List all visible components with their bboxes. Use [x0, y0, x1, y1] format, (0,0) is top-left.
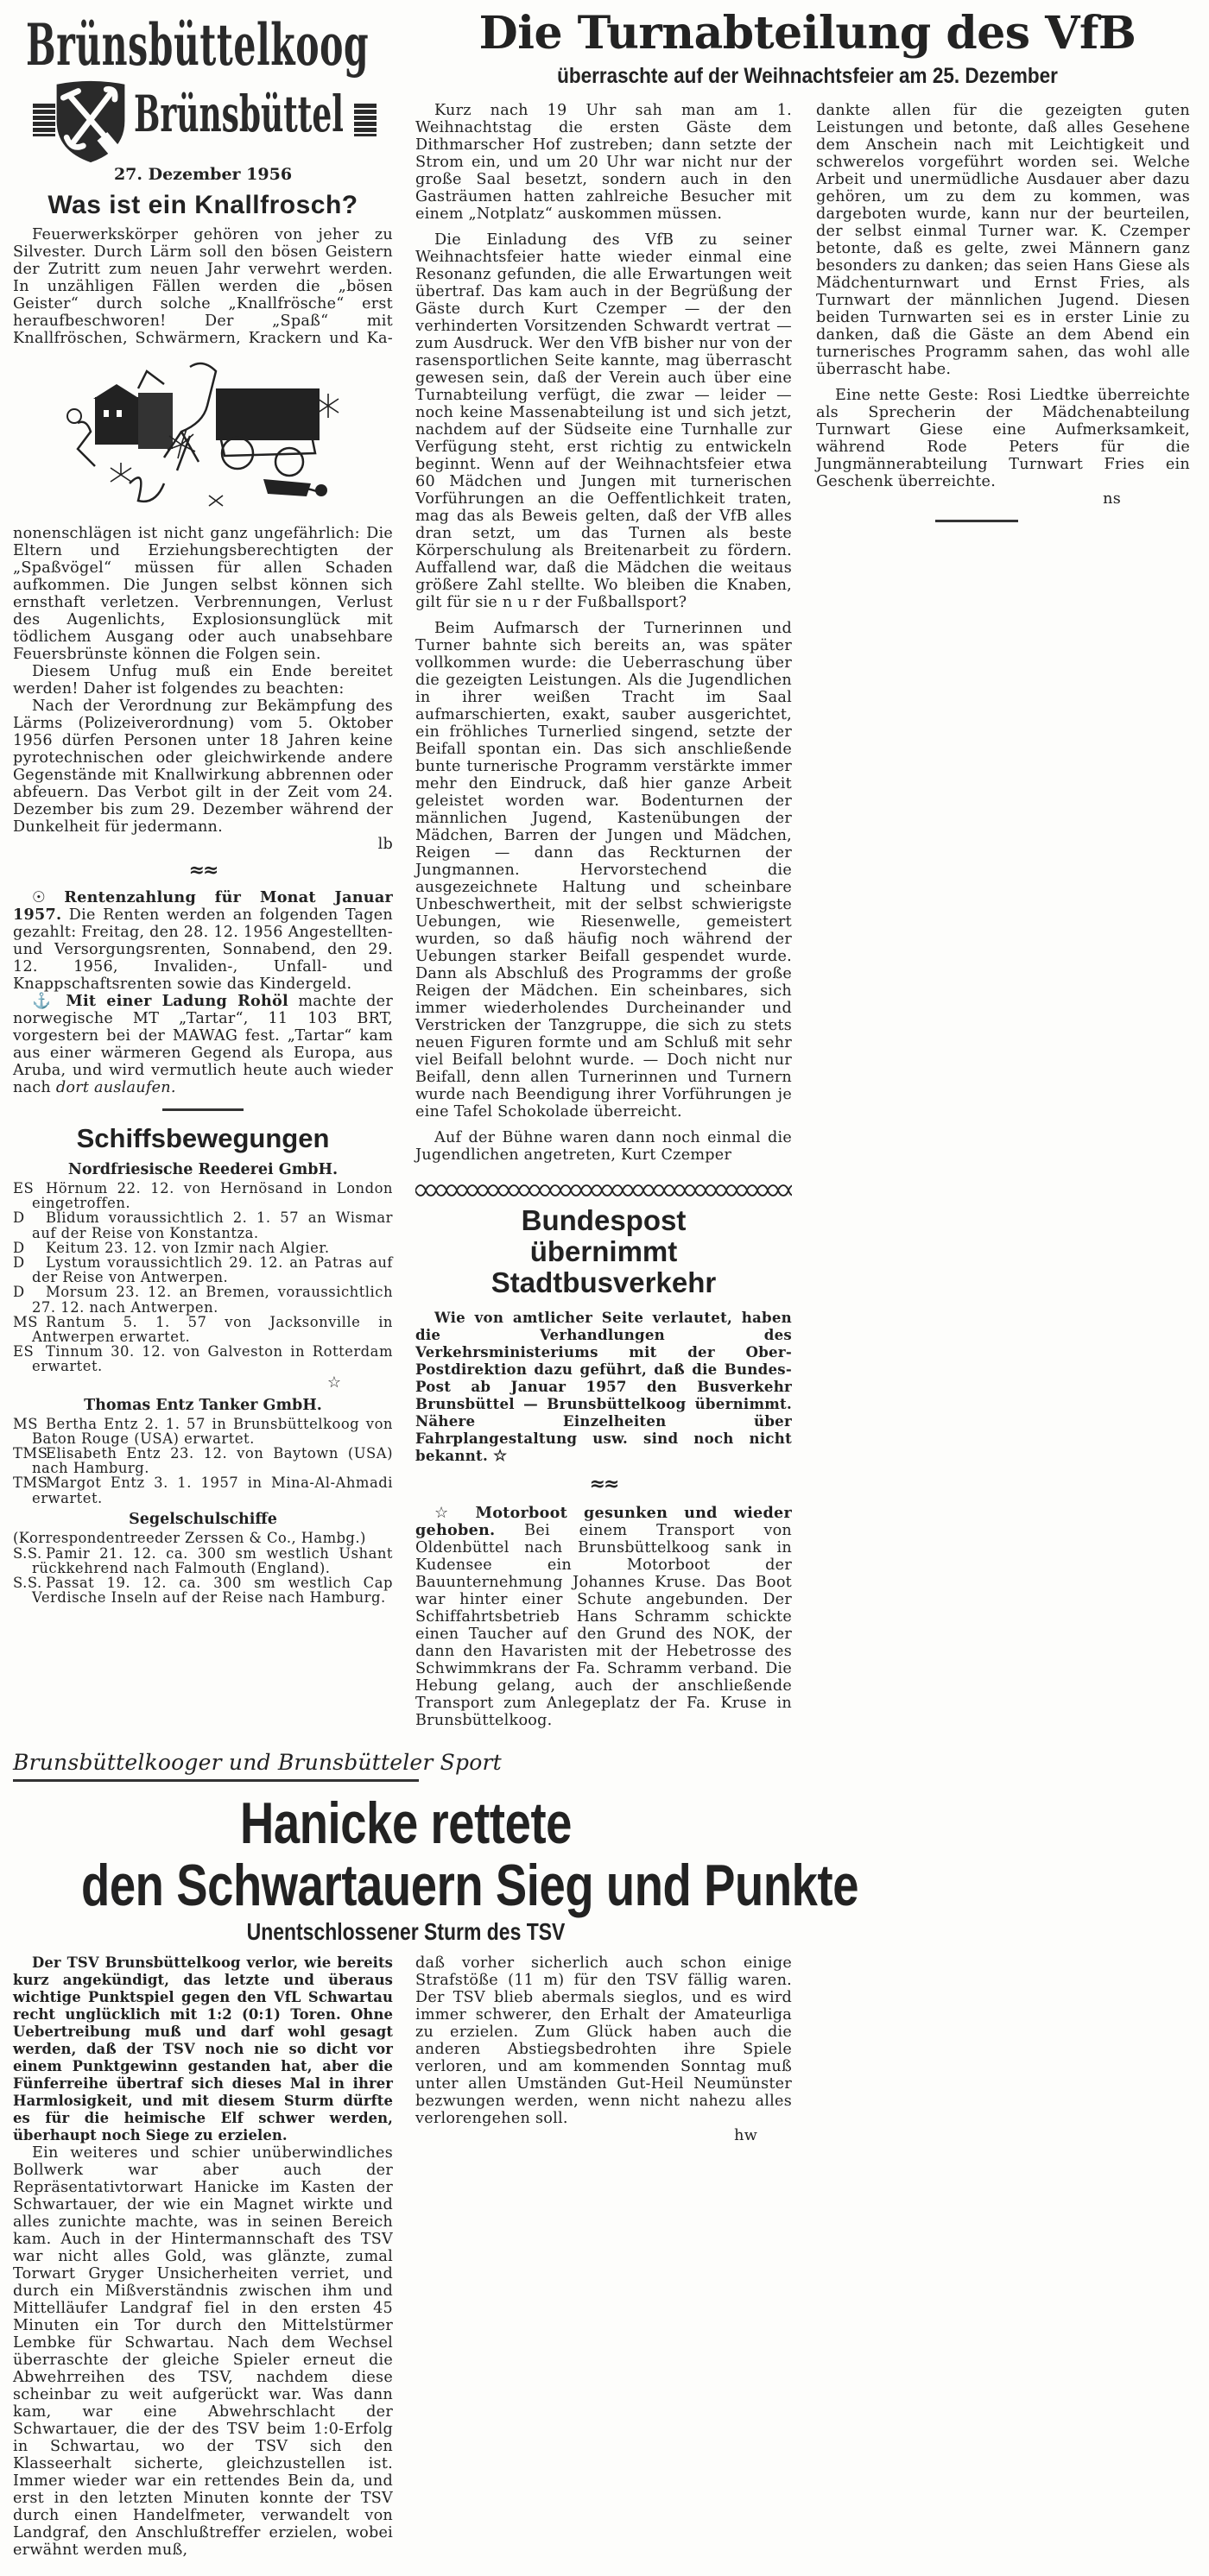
ship-entry: [13, 1241, 393, 1255]
motorboot-article: [415, 1505, 792, 1729]
note-text: Die Renten werden an folgenden Tagen gezahlt: Freitag, den 28. 12. 1956 Angestellten- und Versorgungsrenten, Sonnabend, den 29. 12. 1956, Invaliden-, Unfall- und Knappschaftsrenten sowie das Kindergeld.: [13, 906, 394, 993]
ship-entry: [13, 1315, 393, 1344]
ship-type: D: [13, 1209, 25, 1227]
ship-movement-text: Rantum 5. 1. 57 von Jacksonville in Antwerpen erwartet.: [32, 1313, 393, 1346]
local-notes: [13, 889, 393, 1096]
vfb-and-local-region: [406, 0, 1209, 1729]
ship-entry: [13, 1181, 393, 1210]
bundespost-headline: [415, 1205, 792, 1298]
note-renten: [13, 889, 393, 993]
ship-movement-text: Morsum 23. 12. an Bremen, voraussichtlich 27. 12. nach Antwerpen.: [32, 1284, 393, 1316]
note-rohoel: [13, 993, 393, 1096]
author-initials: hw: [734, 2127, 757, 2144]
sport-columns: [13, 1954, 812, 2576]
paragraph: Kurz nach 19 Uhr sah man am 1. Weihnachtstag die ersten Gäste dem Dithmarscher Hof zustreben; dann setzte der Strom ein, und um 20 Uhr war nicht nur der große Saal besetzt, sondern auch in den Gasträumen hatten zahlreiche Besucher mit einem „Notplatz“ auskommen müssen.: [415, 102, 792, 223]
ship-type: D: [13, 1239, 25, 1256]
paragraph: Diesem Unfug muß ein Ende bereitet werden! Daher ist folgendes zu beachten:: [13, 663, 393, 698]
ship-movement-text: Elisabeth Entz 23. 12. von Baytown (USA) nach Hamburg.: [32, 1445, 393, 1477]
paragraph-text: Bei einem Transport von Oldenbüttel nach Brunsbüttelkoog sank in Kudensee ein Motorboot der Bauunternehmung Johannes Kruse. Das Boot war hinter einer Schute angebunden. Der Schiffahrtsbetrieb Hans Schramm schickte einen Taucher auf den Grund des NOK, der dann den Havaristen mit der Hebetrosse des Schwimmkrans der Fa. Schramm verband. Die Hebung gelang, auch der anschließende Transport zum Anlegeplatz der Fa. Kruse in Brunsbüttelkoog.: [415, 1522, 792, 1729]
ship-entry: [13, 1210, 393, 1240]
ship-entry: [13, 1446, 393, 1475]
paragraph-text: Nach der Verordnung zur Bekämpfung des Lärms (Polizeiverordnung) vom 5. Oktober 1956 dürfen Personen unter 18 Jahren keine pyrotechnischen oder gleichwirkende andere Gegenstände mit Knallwirkung abbrennen oder abfeuern. Das Verbot gilt in der Zeit vom 24. Dezember bis zum 29. Dezember während der Dunkelheit für jedermann.: [13, 698, 393, 836]
shipping-company-heading: Thomas Entz Tanker GmbH.: [84, 1396, 322, 1414]
ship-entry: [13, 1285, 393, 1314]
ship-movements-section: [13, 1121, 393, 1606]
ship-type: D: [13, 1254, 25, 1272]
logo-text-brunsbuettelkoog: Brünsbüttelkoog: [26, 11, 370, 79]
author-initials: lb: [377, 836, 393, 853]
right-column: [816, 102, 1190, 522]
headline-line: den Schwartauern Sieg und Punkte: [81, 1853, 859, 1918]
ship-type: MS: [13, 1415, 39, 1432]
coin-symbol-icon: ☉: [32, 889, 47, 906]
shipping-note: (Korrespondentreeder Zerssen & Co., Hambg.): [13, 1529, 366, 1546]
separator-ornament: ≈≈: [589, 1473, 618, 1495]
ship-movement-text: Pamir 21. 12. ca. 300 sm westlich Ushant rückkehrend nach Falmouth (England).: [32, 1544, 393, 1577]
paragraph: nonenschlägen ist nicht ganz ungefährlich: Die Eltern und Erziehungsberechtigten der „Spaßvögel“ müssen für allen Schaden aufkommen. Die Jungen selbst können sich ernsthaft verletzen. Verbrennungen, Verlust des Augenlichts, Explosionsunglück mit tödlichem Ausgang oder auch unabsehbare Feuersbrünste können die Folgen sein.: [13, 525, 393, 663]
note-text-italic: dort auslaufen.: [55, 1079, 176, 1096]
ship-entry: [13, 1475, 393, 1505]
bundespost-article: [415, 1309, 792, 1465]
sport-section-kicker: Brunsbüttelkooger und Brunsbütteler Sport: [13, 1750, 502, 1775]
middle-column: [415, 102, 792, 1729]
lead-paragraph: Der TSV Brunsbüttelkoog verlor, wie bereits kurz angekündigt, das letzte und überaus wichtige Punktspiel gegen den VfL Schwartau recht unglücklich mit 1:2 (0:1) Toren. Ohne Uebertreibung muß und darf wohl gesagt werden, daß der TSV noch nie so dicht vor einem Punktgewinn gestanden hat, aber die Fünferreihe übertraf sich dieses Mal in ihrer Harmlosigkeit, und mit diesem Sturm dürfte es für die heimische Elf schwer werden, überhaupt noch Siege zu erzielen.: [13, 1954, 393, 2144]
star-icon: ☆: [493, 1447, 508, 1465]
vfb-headline: Die Turnabteilung des VfB: [478, 7, 1136, 60]
sport-subheadline: Unentschlossener Sturm des TSV: [246, 1918, 566, 1945]
ship-entry: [13, 1344, 393, 1373]
ship-entry: [13, 1255, 393, 1285]
ship-symbol-icon: ⚓: [32, 993, 56, 1010]
ship-entry: [13, 1546, 393, 1575]
ship-groups: [13, 1161, 393, 1606]
paragraph: Auf der Bühne waren dann noch einmal die Jugendlichen angetreten, Kurt Czemper: [415, 1129, 792, 1164]
ship-movement-text: Bertha Entz 2. 1. 57 in Brunsbüttelkoog von Baton Rouge (USA) erwartet.: [32, 1415, 393, 1447]
paragraph: Beim Aufmarsch der Turnerinnen und Turner bahnte sich bereits an, was später vollkommen wurde: die Ueberraschung über die gezeigten Leistungen. Als die Jugendlichen in ihrer weißen Tracht im Saal aufmarschierten, exakt, sauber ausgerichtet, ein fröhliches Turnerlied singend, setzte der Beifall spontan ein. Das sich anschließende bunte turnerische Programm verstärkte immer mehr den Eindruck, daß hier ganze Arbeit geleistet worden war. Bodenturnen der männlichen Jugend, Kastenübungen der Mädchen, Barren der Jungen und Mädchen, Reigen — dann das Reckturnen der Jungmannen. Hervorstechend die ausgezeichnete Haltung und scheinbare Unbeschwertheit, mit der selbst schwierigste Uebungen, wie Riesenwelle, gemeistert wurden, so daß häufig noch während der Uebungen starker Beifall gespendet wurde. Dann als Abschluß des Programms der große Reigen der Mädchen. Ein scheinbares, sich immer wiederholendes Durcheinander und Verstricken der Tanzgruppe, die sich zu stets neuen Figuren formte und am Schluß mit sehr viel Beifall belohnt wurde. — Doch nicht nur Beifall, denn allen Turnerinnen und Turnern wurde nach Beendigung ihrer Vorführungen je eine Tafel Schokolade überreicht.: [415, 620, 792, 1121]
ship-type: TMS: [13, 1474, 48, 1492]
vfb-article-col1: [415, 102, 792, 1164]
note-lead: Motorboot gesunken und wieder gehoben.: [415, 1504, 793, 1539]
paragraph: Feuerwerkskörper gehören von jeher zu Silvester. Durch Lärm soll den bösen Geistern der Zutritt zum neuen Jahr verwehrt werden. In unzähligen Fällen werden die „bösen Geister“ durch solche „Knallfrösche“ erst heraufbeschworen! Der „Spaß“ mit Knallfröschen, Schwärmern, Krackern und Ka-: [13, 226, 393, 347]
article-knallfrosch-intro: [13, 226, 393, 347]
coat-of-arms-shield-icon: [52, 79, 130, 164]
left-column: [13, 0, 393, 1606]
ship-movement-text: Keitum 23. 12. von Izmir nach Algier.: [46, 1239, 330, 1256]
separator-ornament: ≈≈: [188, 859, 218, 881]
note-text: machte der norwegische MT „Tartar“, 11 103 BRT, vorgestern bei der MAWAG fest. „Tartar“ kam aus einer wärmeren Gegend als Europa, aus Aruba, und wird vermutlich heute auch wieder nach: [13, 993, 394, 1096]
headline-line: Bundespost: [521, 1204, 687, 1236]
ship-movement-text: Margot Entz 3. 1. 1957 in Mina-Al-Ahmadi erwartet.: [32, 1474, 393, 1506]
logo-text-brunsbuettel: Brünsbüttel: [134, 85, 344, 143]
masthead-logo: [0, 0, 406, 164]
sport-section: [13, 1729, 859, 2576]
ship-movement-text: Lystum voraussichtlich 29. 12. an Patras auf der Reise von Antwerpen.: [32, 1254, 393, 1286]
ship-type: MS: [13, 1313, 39, 1330]
headline-line: übernimmt Stadtbusverkehr: [491, 1235, 717, 1298]
vfb-columns: [406, 102, 1209, 1729]
ship-type: ES: [13, 1180, 35, 1196]
star-icon: ☆: [434, 1504, 459, 1522]
ship-type: ES: [13, 1343, 35, 1361]
sport-headline: [0, 1790, 859, 1918]
paragraph: dankte allen für die gezeigten guten Leistungen und betonte, daß alles Gesehene dem Anschein nach mit Leichtigkeit und schwerelos vorgeführt worden sei. Welche Arbeit und unermüdliche Ausdauer aber dazu gehören, um zu dem zu kommen, was dargeboten wurde, kann nur der beurteilen, der selbst einmal Turner war. K. Czemper betonte, daß es gelte, zwei Männern ganz besonders zu danken; das seien Hans Giese als Mädchenturnwart und Ernst Fries, als Turnwart der männlichen Jugend. Diesen beiden Turnwarten sei es in erster Linie zu danken, daß die Gäste an dem Abend ein turnerisches Programm sahen, das wohl alle überrascht habe.: [816, 102, 1190, 378]
paragraph: [415, 1505, 792, 1729]
sport-article-col1: [13, 1954, 393, 2559]
shipping-company-heading: Segelschulschiffe: [129, 1510, 277, 1528]
ship-movement-text: Hörnum 22. 12. von Hernösand in London eingetroffen.: [32, 1180, 393, 1212]
paragraph: Ein weiteres und schier unüberwindliches Bollwerk war aber auch der Repräsentativtorwart Hanicke im Kasten der Schwartauer, der wie ein Magnet wirkte und alles zunichte machte, was in seinen Bereich kam. Auch in der Hintermannschaft des TSV war nicht alles Gold, was glänzte, zumal Torwart Gryger Unsicherheiten verriet, und durch ein Mißverständnis zwischen ihm und Mittelläufer Landgraf fiel in den ersten 45 Minuten ein Tor durch den Mittelstürmer Lembke für Schwartau. Nach dem Wechsel überraschte der gleiche Spieler erneut die Abwehrreihen des TSV, nachdem diese scheinbar zu weit aufgerückt war. Was dann kam, war eine Abwehrschlacht der Schwartauer, die der des TSV beim 1:0-Erfolg in Schwartau, wo der TSV sich den Klasseerhalt sicherte, gleichzustellen ist. Immer wieder war ein rettendes Bein da, und erst in den letzten Minuten konnte der TSV durch einen Handelfmeter, verwandelt von Landgraf, den Anschlußtreffer erzielen, wobei erwähnt werden muß,: [13, 2144, 393, 2559]
ship-type: D: [13, 1284, 25, 1301]
paragraph-text: Wie von amtlicher Seite verlautet, haben die Verhandlungen des Verkehrsministeriums mit der Ober-Postdirektion dazu geführt, daß die Bundes-Post ab Januar 1957 den Busverkehr Brunsbüttel — Brunsbüttelkoog übernimmt. Nähere Einzelheiten über Fahrplangestaltung usw. sind noch nicht bekannt.: [415, 1309, 792, 1464]
divider-rule: [13, 1779, 419, 1782]
ship-movement-text: Tinnum 30. 12. von Galveston in Rotterdam erwartet.: [32, 1343, 393, 1375]
vfb-article-col2: [816, 102, 1190, 508]
ship-entry: [13, 1417, 393, 1446]
note-lead: Mit einer Ladung Rohöl: [66, 992, 288, 1010]
headline-line: Hanicke rettete: [239, 1790, 573, 1856]
paragraph: Eine nette Geste: Rosi Liedtke überreichte als Sprecherin der Mädchenabteilung Turnwart Giese eine Aufmerksamkeit, während Rode Peters für die Jungmännerabteilung Turnwart Fries ein Geschenk überreichte.: [816, 387, 1190, 490]
ship-movement-text: Passat 19. 12. ca. 300 sm westlich Cap Verdische Inseln auf der Reise nach Hamburg.: [32, 1575, 393, 1607]
article-title-knallfrosch: Was ist ein Knallfrosch?: [47, 191, 358, 219]
ship-type: S.S.: [13, 1575, 42, 1592]
ship-type: S.S.: [13, 1544, 42, 1562]
ship-type: TMS: [13, 1445, 48, 1462]
paragraph: daß vorher sicherlich auch schon einige Strafstöße (11 m) für den TSV fällig waren. Der TSV blieb abermals sieglos, und es wird immer schwerer, den Erhalt der Amateurliga zu erzielen. Zum Glück haben auch die anderen Abstiegsbedrohten ihre Spiele verloren, und am kommenden Sonntag muß unter allen Umständen Gut-Heil Neumünster bezwungen werden, wenn nicht nahezu alles verlorengehen soll.: [415, 1954, 792, 2127]
paragraph: Die Einladung des VfB zu seiner Weihnachtsfeier hatte wieder einmal eine Resonanz gefunden, die alle Erwartungen weit übertraf. Das kam auch in der Begrüßung der Gäste durch Kurt Czemper — der den verhinderten Vorsitzenden Schwardt vertrat — zum Ausdruck. Wer den VfB bisher nur von der rasensportlichen Seite kannte, mag überrascht gewesen sein, daß der Verein auch über eine Turnabteilung verfügt, die zwar — leider — noch keine Massenabteilung ist und sich jetzt, nachdem auf der Südseite eine Turnhalle zur Verfügung steht, erst richtig zu entwickeln beginnt. Wenn auf der Weihnachtsfeier etwa 60 Mädchen und Jungen mit turnerischen Vorführungen an die Oeffentlichkeit traten, mag das als Beweis gelten, daß der VfB alles dran setzt, um das Turnen als beste Körperschulung als Breitenarbeit zu fördern. Auffallend war, daß die Mädchen die weitaus größere Zahl stellte. Wo bleiben die Knaben, gilt für sie n u r der Fußballsport?: [415, 231, 792, 611]
divider-rule: [162, 1108, 244, 1111]
article-knallfrosch-body: [13, 525, 393, 853]
paragraph: [415, 1309, 792, 1465]
banner-right-decoration: [354, 104, 377, 136]
section-title: Schiffsbewegungen: [76, 1123, 330, 1153]
ship-entry: [13, 1575, 393, 1605]
paragraph: [13, 698, 393, 836]
sport-article-col2: [415, 1954, 792, 2144]
issue-date: 27. Dezember 1956: [113, 165, 293, 184]
star-icon: ☆: [326, 1373, 341, 1392]
firecracker-illustration: [52, 354, 354, 518]
shipping-company-heading: Nordfriesische Reederei GmbH.: [67, 1161, 339, 1178]
divider-rule: [935, 520, 1018, 522]
note-lead: Rentenzahlung für Monat Januar 1957.: [13, 888, 394, 924]
ship-movement-text: Blidum voraussichtlich 2. 1. 57 an Wismar auf der Reise von Konstantza.: [32, 1209, 393, 1241]
wavy-border-ornament: [415, 1183, 792, 1198]
vfb-subheadline: überraschte auf der Weihnachtsfeier am 25. Dezember: [557, 64, 1058, 88]
author-initials: ns: [1103, 490, 1121, 508]
